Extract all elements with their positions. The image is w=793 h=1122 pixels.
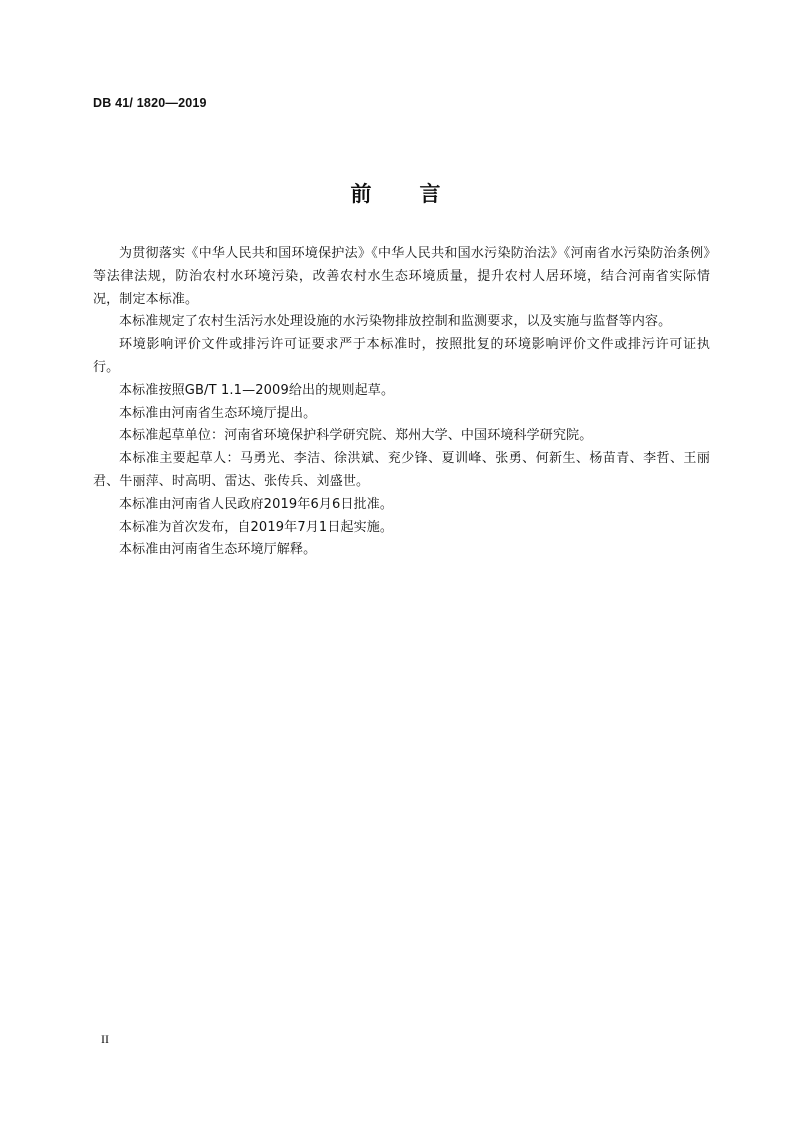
paragraph-interpretation: 本标准由河南省生态环境厅解释。	[119, 542, 317, 558]
paragraph-drafting-units: 本标准起草单位：河南省环境保护科学研究院、郑州大学、中国环境科学研究院。	[119, 428, 593, 444]
page-title: 前 言	[350, 182, 443, 206]
page-number: II	[101, 1032, 109, 1046]
paragraph-eia-precedence: 环境影响评价文件或排污许可证要求严于本标准时，按照批复的环境影响评价文件或排污许可证执行。	[93, 337, 710, 375]
paragraph-approval: 本标准由河南省人民政府2019年6月6日批准。	[119, 496, 394, 512]
paragraph-purpose: 为贯彻落实《中华人民共和国环境保护法》《中华人民共和国水污染防治法》《河南省水污染防治条例》等法律法规，防治农村水环境污染，改善农村水生态环境质量，提升农村人居环境，结合河南省实际情况，制定本标准。	[93, 246, 710, 307]
paragraph-implementation: 本标准为首次发布，自2019年7月1日起实施。	[119, 519, 394, 535]
paragraph-proposer: 本标准由河南省生态环境厅提出。	[119, 405, 317, 421]
paragraph-drafting-rules: 本标准按照GB/T 1.1—2009给出的规则起草。	[119, 382, 395, 398]
foreword-body	[93, 243, 710, 562]
paragraph-drafters: 本标准主要起草人：马勇光、李洁、徐洪斌、兖少锋、夏训峰、张勇、何新生、杨苗青、李哲、王丽君、牛丽萍、时高明、雷达、张传兵、刘盛世。	[93, 451, 710, 489]
paragraph-scope: 本标准规定了农村生活污水处理设施的水污染物排放控制和监测要求，以及实施与监督等内容。	[119, 314, 672, 330]
standard-code: DB 41/ 1820—2019	[93, 96, 207, 110]
